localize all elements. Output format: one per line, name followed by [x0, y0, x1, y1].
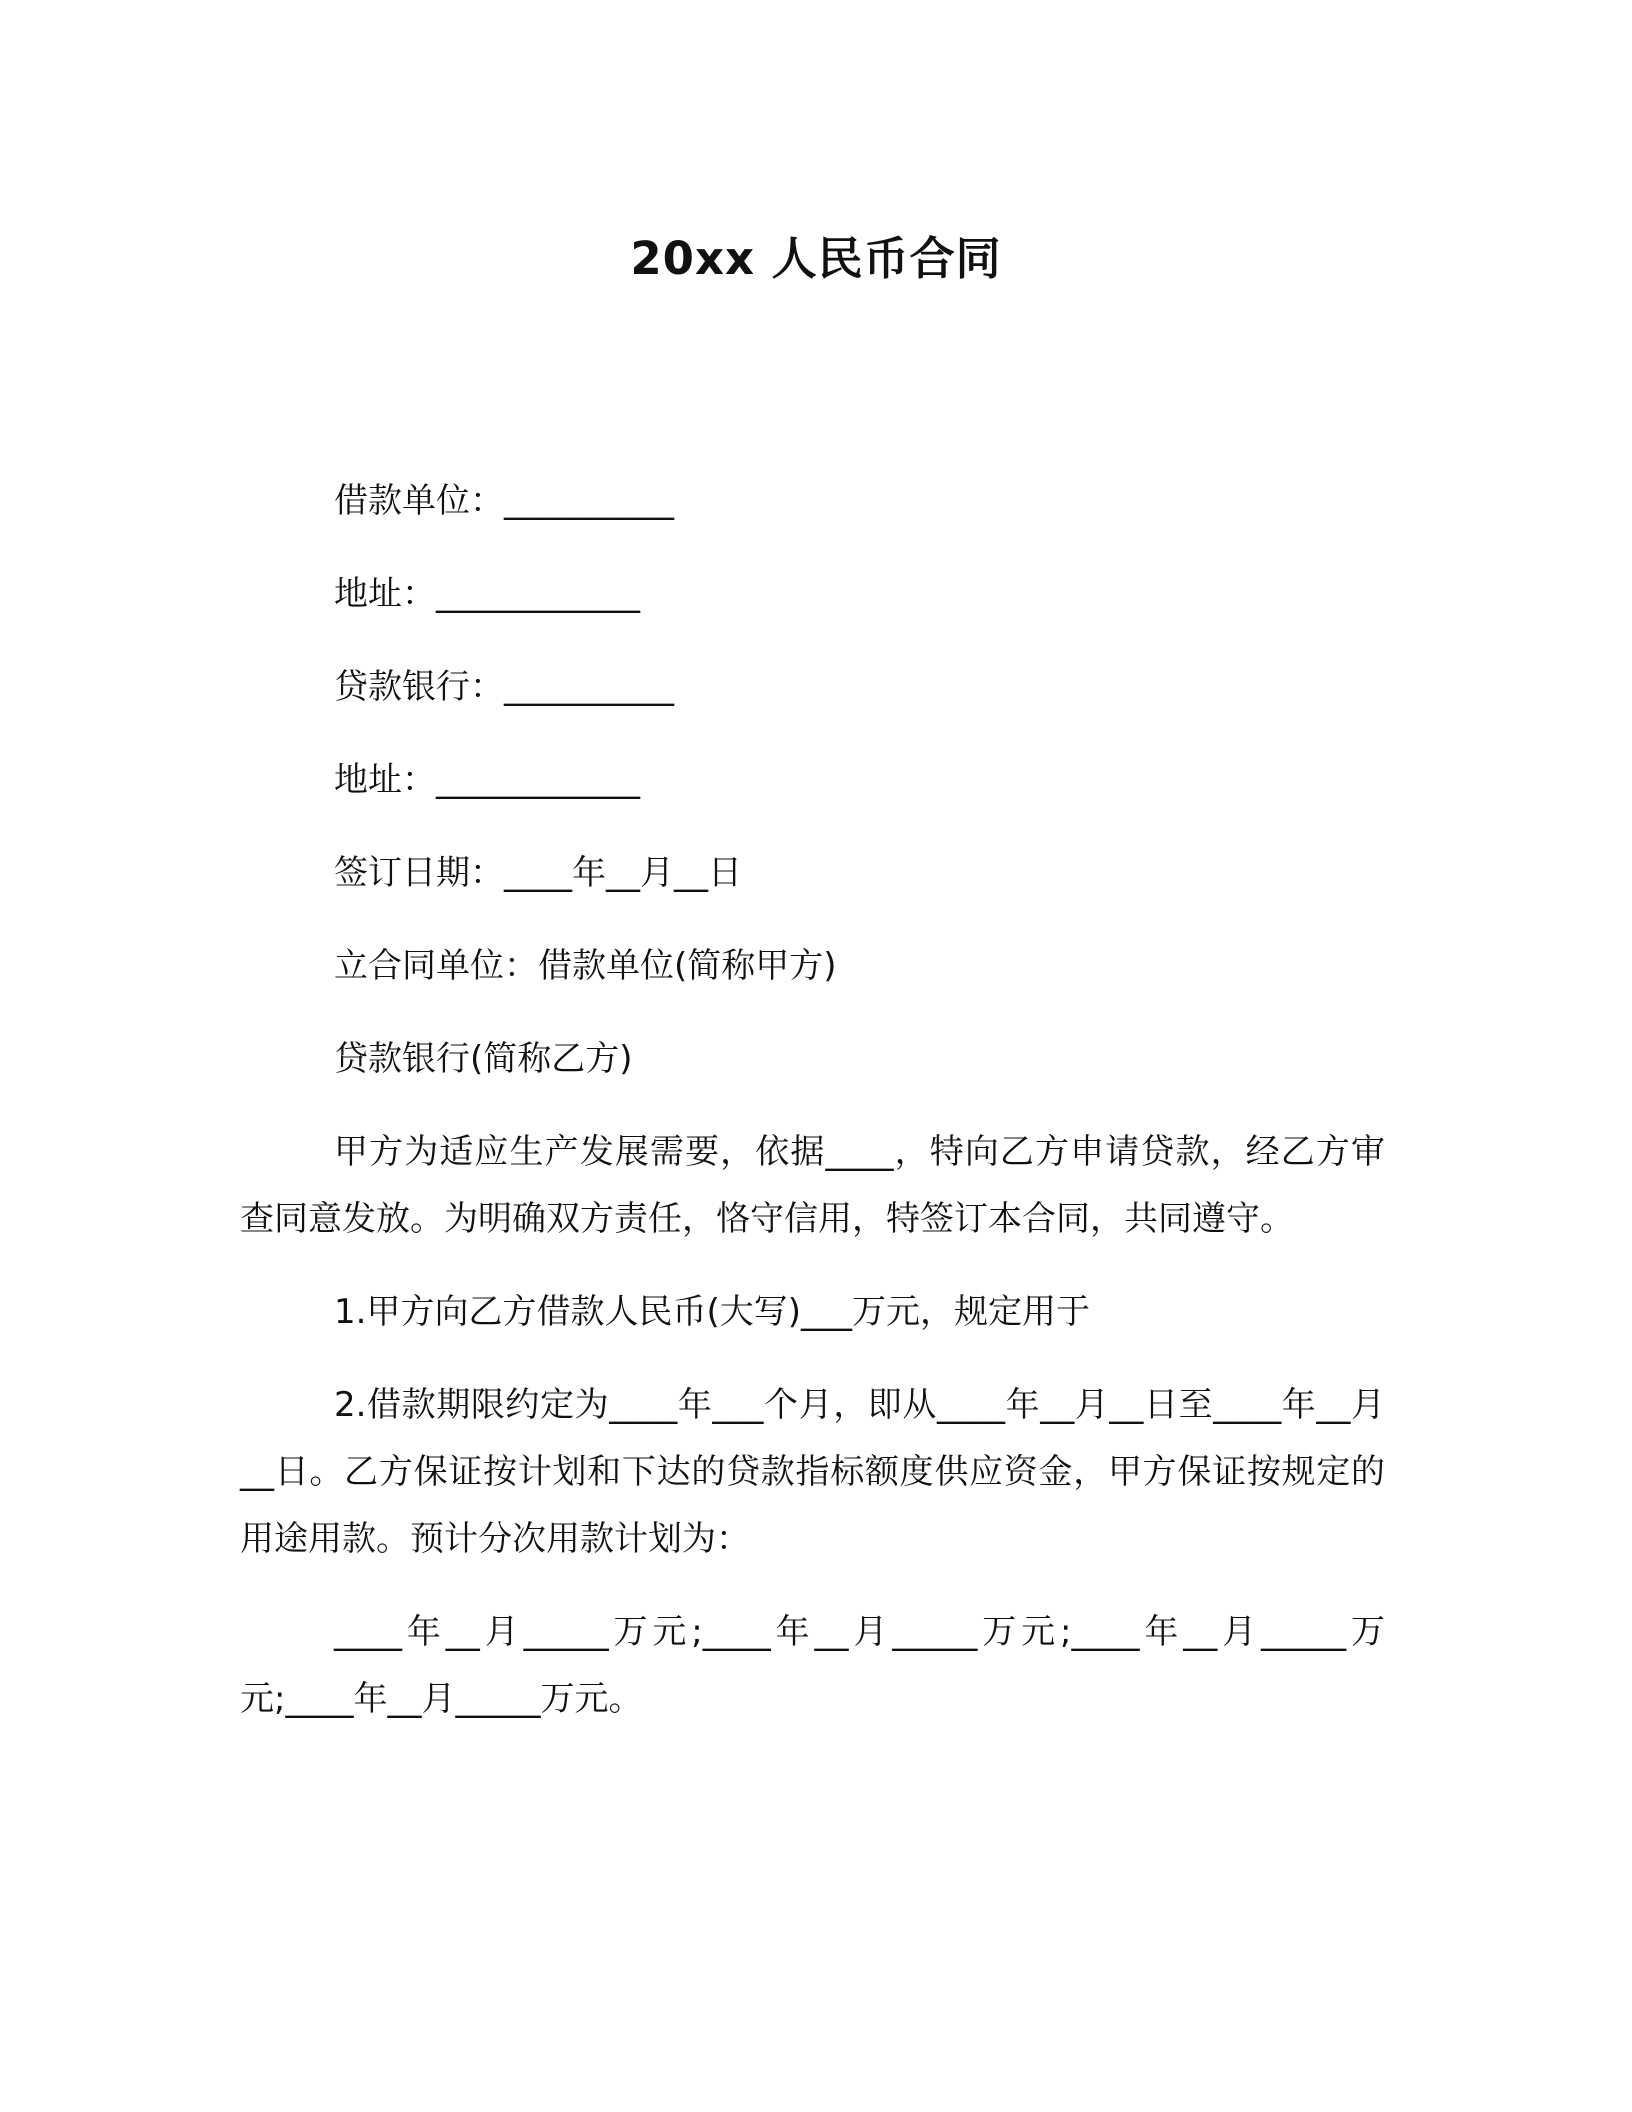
signing-date-field: 签订日期：____年__月__日 [334, 853, 742, 893]
clause-2-paragraph: 2.借款期限约定为____年___个月，即从____年__月__日至____年__月__日。乙方保证按计划和下达的贷款指标额度供应资金，甲方保证按规定的用途用款。预计分次用款计划为： [240, 1385, 1385, 1559]
document-title: 20xx 人民币合同 [630, 232, 1002, 285]
contracting-parties-field: 立合同单位：借款单位(简称甲方) [334, 946, 837, 986]
disbursement-plan-paragraph: ____年__月_____万元;____年__月_____万元;____年__月_____万元;____年__月_____万元。 [240, 1612, 1385, 1719]
borrower-address-field: 地址：____________ [334, 574, 640, 614]
lending-bank-party-field: 贷款银行(简称乙方) [334, 1039, 633, 1079]
bank-address-field: 地址：____________ [334, 760, 640, 800]
clause-1-paragraph: 1.甲方向乙方借款人民币(大写)___万元，规定用于 [334, 1292, 1090, 1332]
preamble-paragraph: 甲方为适应生产发展需要，依据____，特向乙方申请贷款，经乙方审查同意发放。为明确双方责任，恪守信用，特签订本合同，共同遵守。 [240, 1132, 1385, 1239]
lending-bank-field: 贷款银行：__________ [334, 667, 674, 707]
borrower-field: 借款单位：__________ [334, 481, 674, 521]
document-body [240, 468, 1385, 1759]
